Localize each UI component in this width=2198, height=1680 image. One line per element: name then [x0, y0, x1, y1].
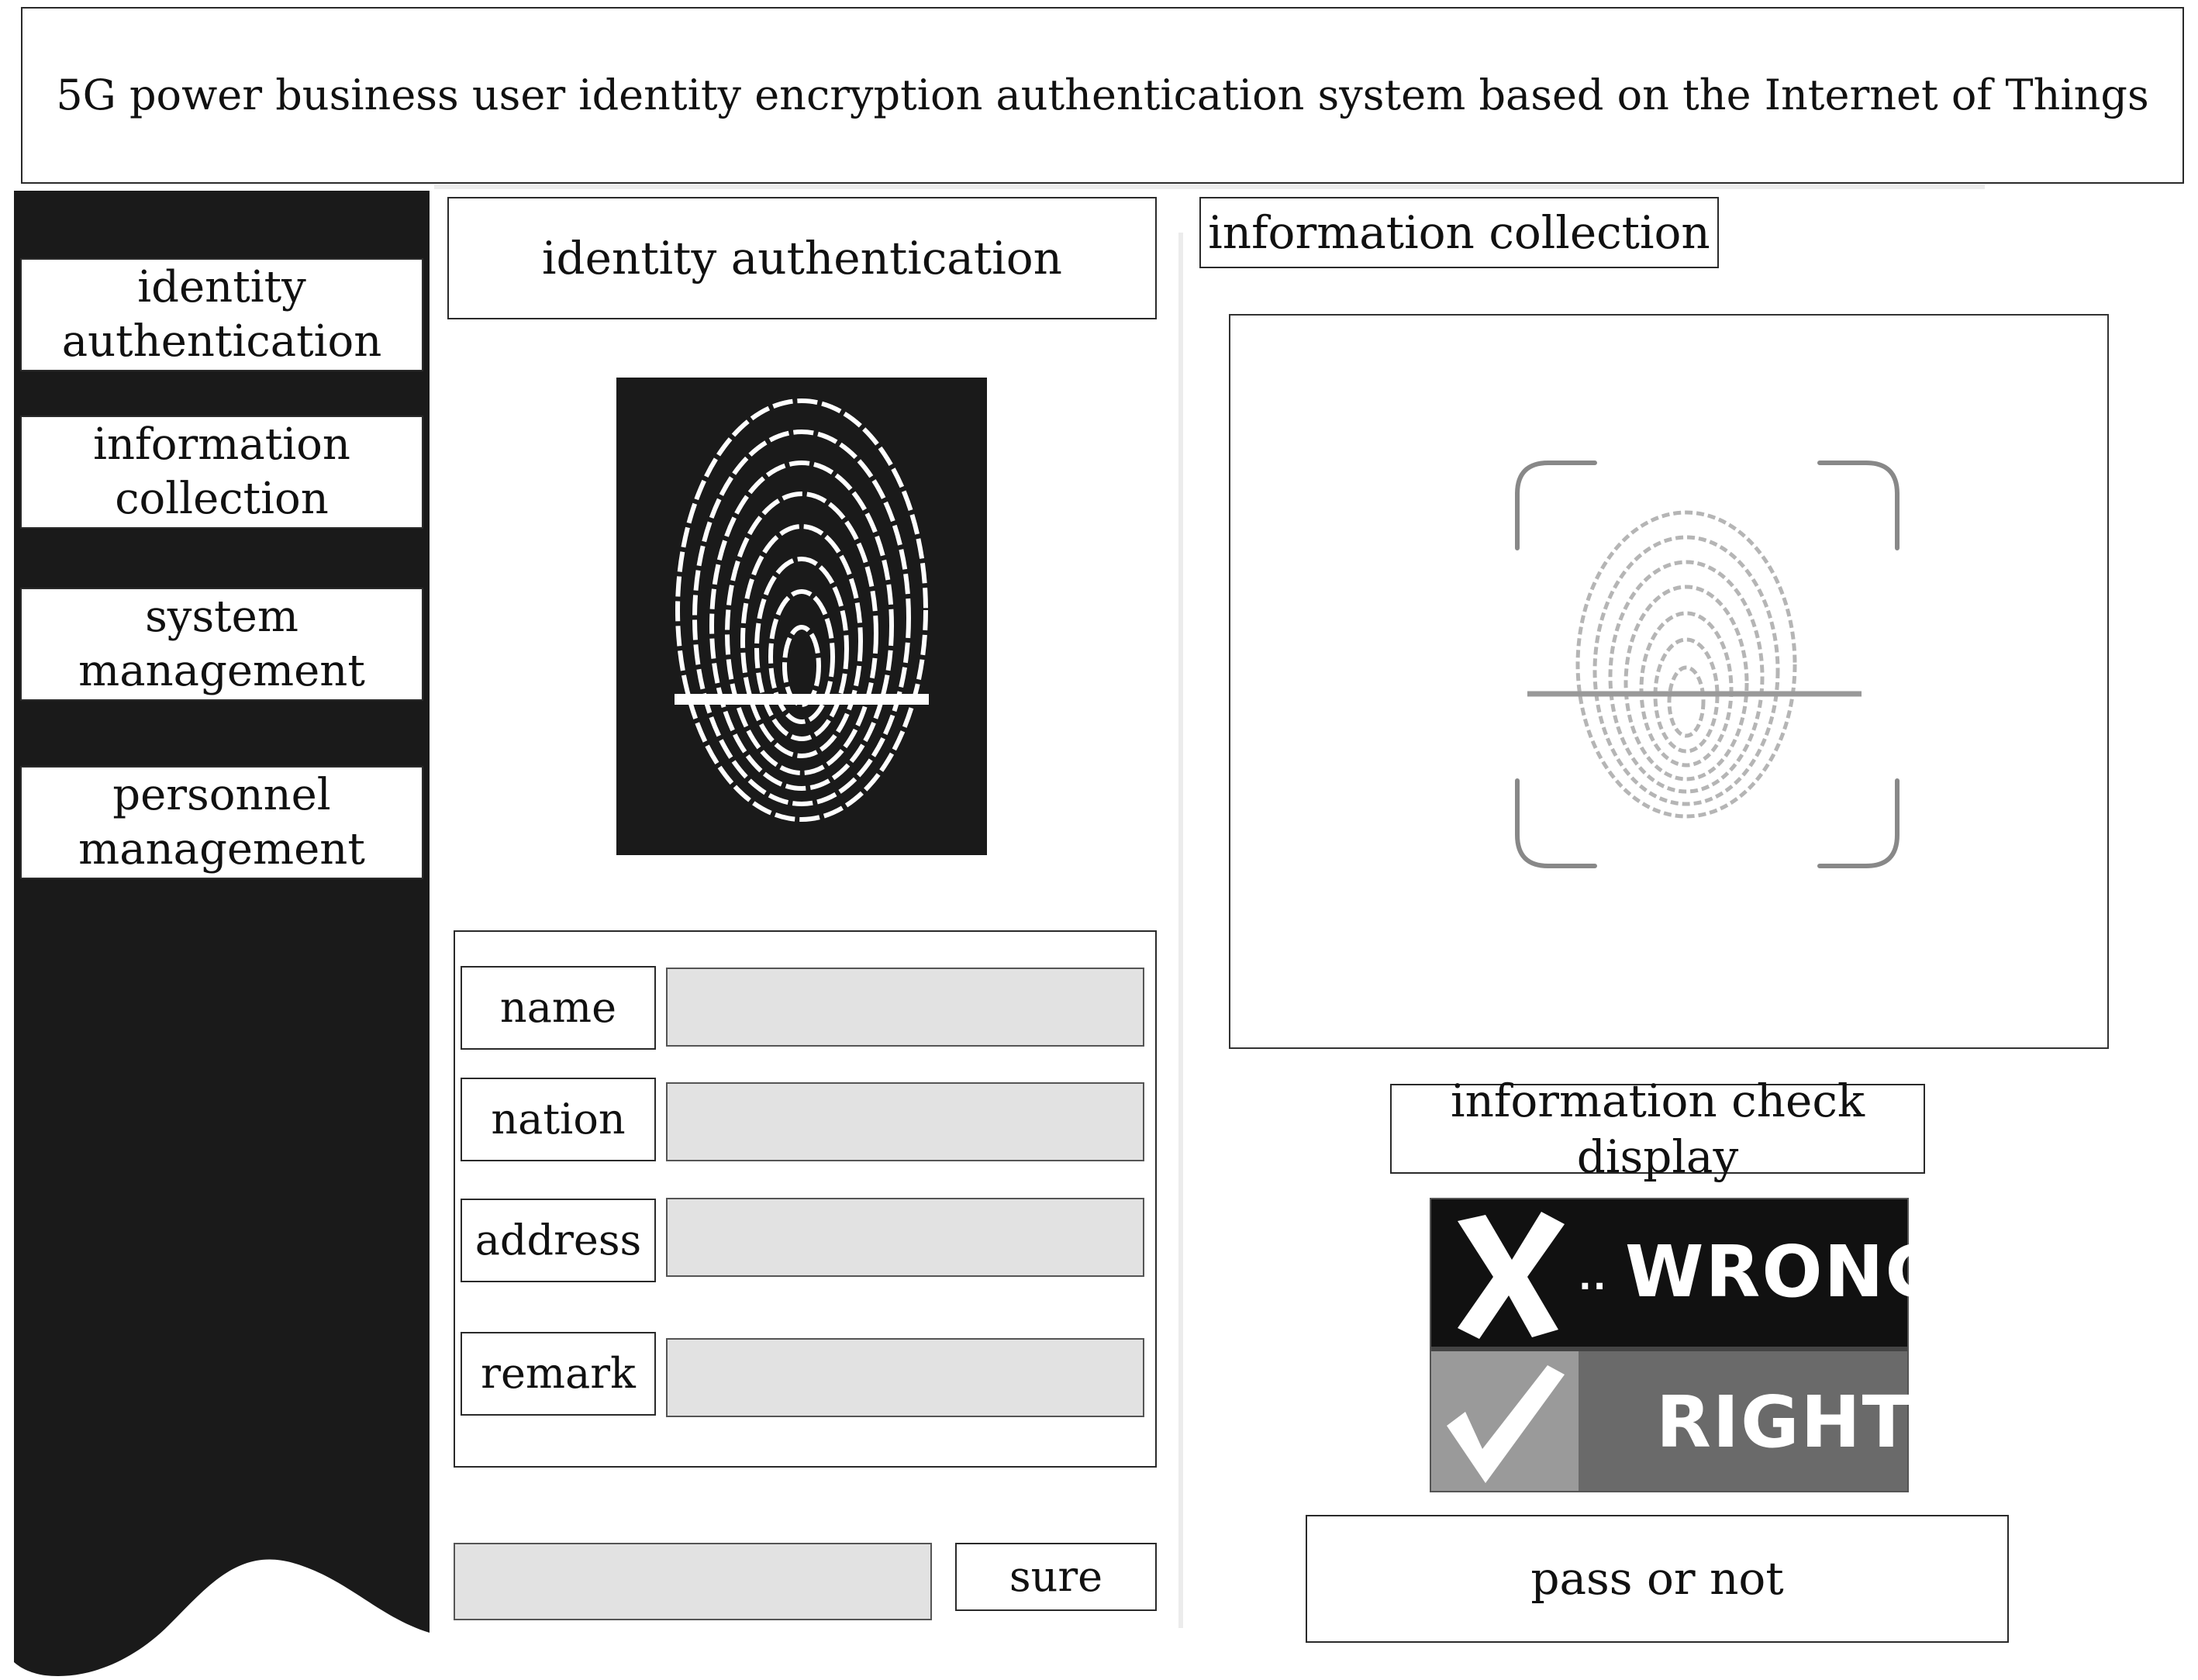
- cross-icon: [1442, 1199, 1582, 1347]
- sidebar-item-personnel-management[interactable]: personnel management: [20, 766, 423, 879]
- wrong-prefix: ..: [1579, 1258, 1608, 1298]
- check-display-title: information check display: [1390, 1084, 1925, 1174]
- page-title: 5G power business user identity encryption authentication system based on the Internet of Things: [21, 7, 2184, 184]
- nation-input[interactable]: [666, 1082, 1144, 1161]
- check-icon: [1431, 1351, 1586, 1491]
- collect-panel-title: information collection: [1199, 197, 1719, 268]
- fingerprint-image: [616, 378, 987, 855]
- field-label-remark: remark: [461, 1332, 656, 1416]
- remark-input[interactable]: [666, 1338, 1144, 1417]
- sure-button[interactable]: sure: [955, 1543, 1157, 1611]
- field-label-address: address: [461, 1199, 656, 1282]
- check-status-display: [1430, 1198, 1946, 1492]
- sidebar: [14, 191, 430, 1680]
- wrong-indicator: [1431, 1199, 1946, 1347]
- sidebar-item-identity-authentication[interactable]: identity authentication: [20, 258, 423, 371]
- pass-or-not-display: pass or not: [1306, 1515, 2009, 1643]
- right-indicator: [1431, 1351, 1913, 1491]
- fingerprint-scan-icon: [1230, 316, 2107, 1047]
- sidebar-item-system-management[interactable]: system management: [20, 588, 423, 701]
- right-label: RIGHT: [1656, 1381, 1913, 1464]
- divider: [434, 185, 1985, 189]
- fingerprint-scan-area[interactable]: [1229, 314, 2109, 1049]
- name-input[interactable]: [666, 968, 1144, 1047]
- sidebar-item-information-collection[interactable]: information collection: [20, 416, 423, 529]
- field-label-nation: nation: [461, 1078, 656, 1161]
- wrong-label: WRONG: [1625, 1230, 1946, 1313]
- result-input[interactable]: [454, 1543, 932, 1620]
- fingerprint-icon: [616, 378, 987, 855]
- sidebar-background: [14, 191, 430, 1680]
- auth-panel-title: identity authentication: [447, 197, 1157, 319]
- address-input[interactable]: [666, 1198, 1144, 1277]
- field-label-name: name: [461, 966, 656, 1050]
- divider: [1178, 233, 1183, 1628]
